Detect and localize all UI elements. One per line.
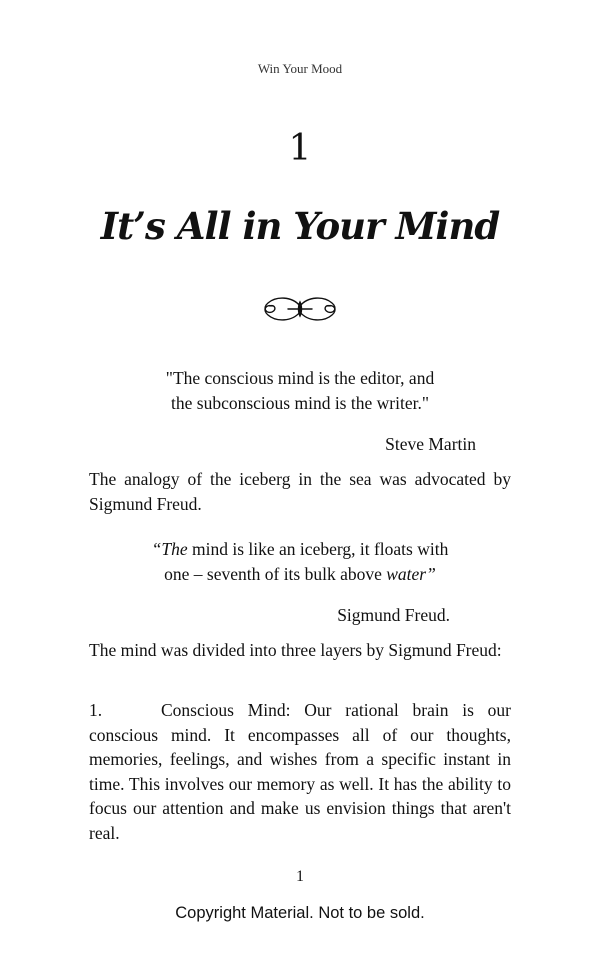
chapter-title: It’s All in Your Mind [100, 204, 500, 248]
quote-close: water” [386, 564, 436, 584]
list-item [89, 698, 511, 845]
page-number: 1 [296, 868, 304, 885]
freud-quote-attribution: Sigmund Freud. [337, 605, 450, 625]
epigraph-quote [0, 366, 600, 416]
quote-text: mind is like an iceberg, it floats with [187, 539, 449, 559]
chapter-number: 1 [288, 128, 312, 169]
body-paragraph: The analogy of the iceberg in the sea was advocated by Sigmund Freud. [89, 469, 511, 514]
freud-quote-line [0, 537, 600, 562]
flourish-divider-icon [258, 294, 342, 324]
epigraph-attribution: Steve Martin [385, 434, 476, 454]
list-number: 1. [89, 700, 103, 720]
body-paragraph: The mind was divided into three layers by Sigmund Freud: [89, 640, 502, 660]
epigraph-line: the subconscious mind is the writer." [171, 393, 429, 413]
copyright-notice: Copyright Material. Not to be sold. [175, 904, 425, 922]
epigraph-line: "The conscious mind is the editor, and [165, 368, 435, 388]
freud-quote-line [0, 562, 600, 587]
freud-quote [0, 537, 600, 587]
running-head: Win Your Mood [257, 61, 343, 76]
quote-text: one – seventh of its bulk above [164, 564, 387, 584]
quote-open: “The [151, 539, 188, 559]
list-text: Conscious Mind: Our rational brain is our conscious mind. It encompasses all of our thoughts, memories, feelings, and wishes from a specific instant in time. This involves our memory as well. It has the ability to focus our attention and make us envision things that aren't real. [89, 700, 511, 843]
